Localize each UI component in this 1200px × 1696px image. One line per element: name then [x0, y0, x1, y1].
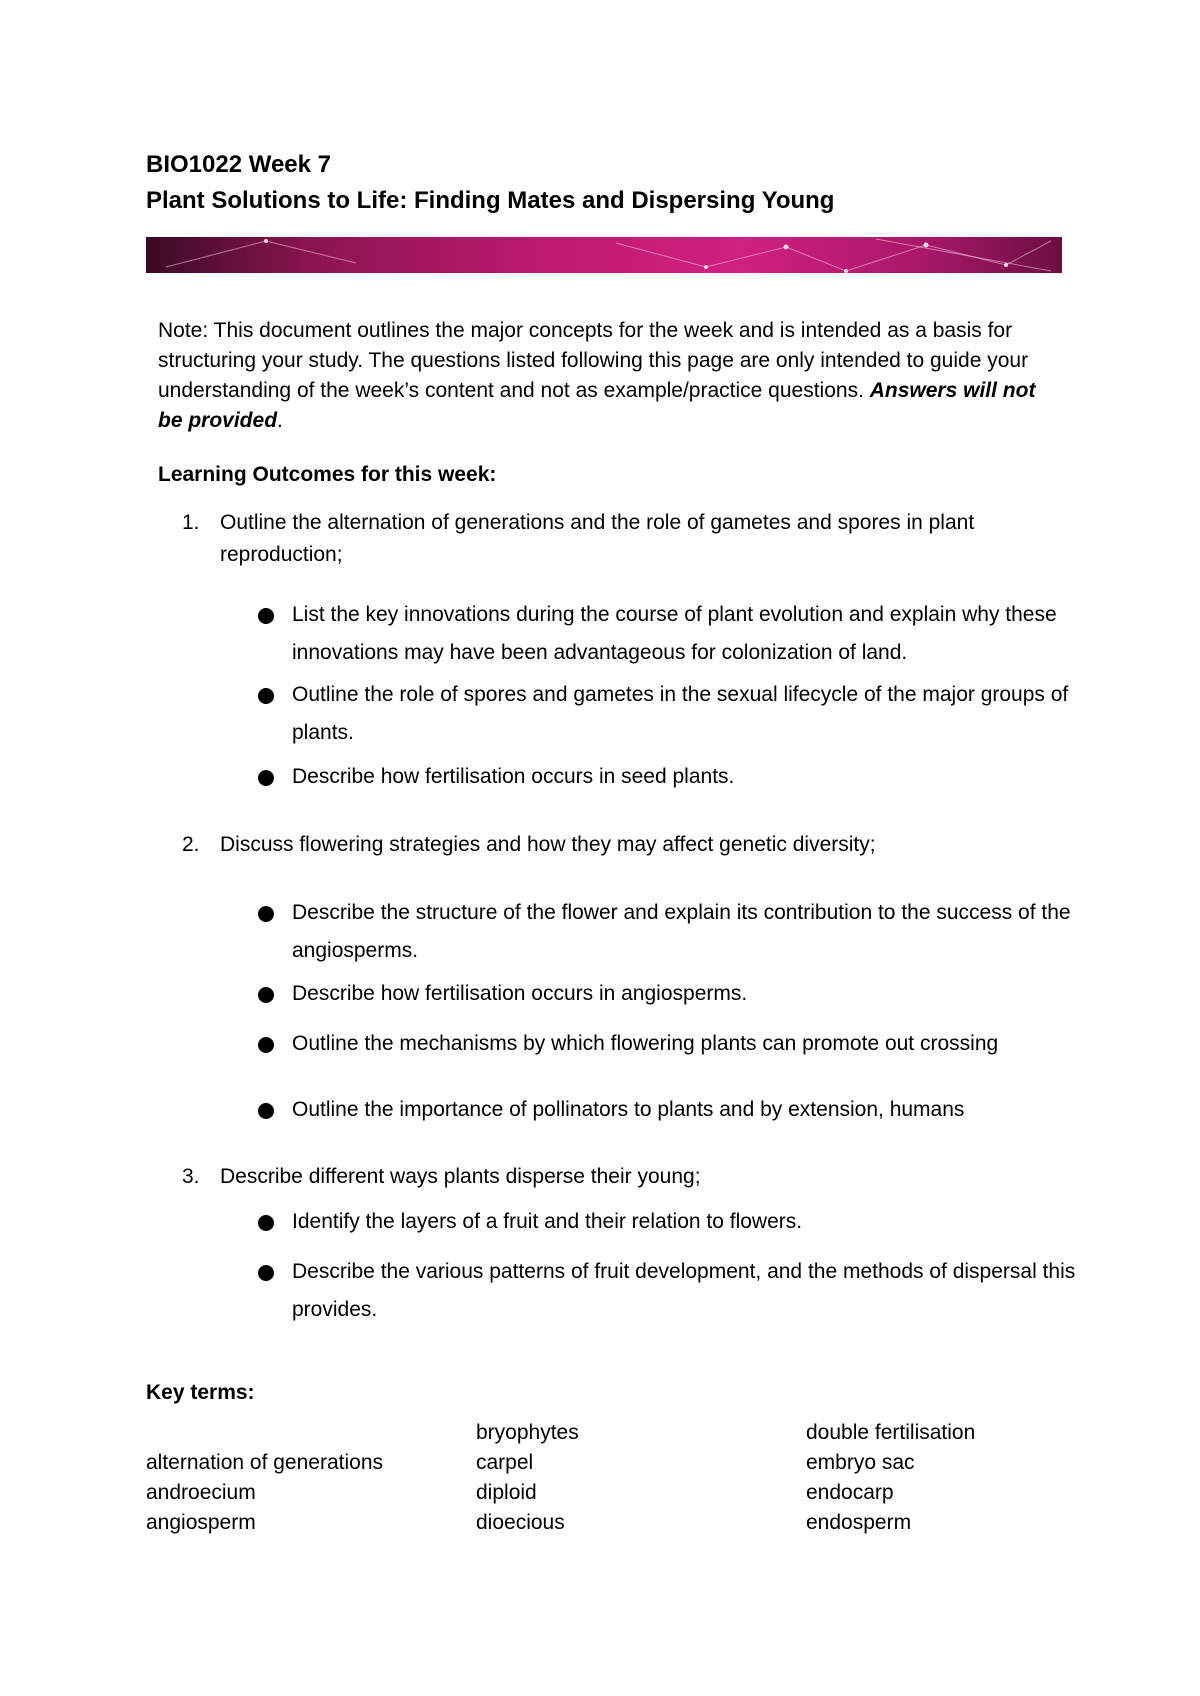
key-term: double fertilisation — [806, 1421, 976, 1444]
subitem-text: Identify the layers of a fruit and their relation to flowers. — [292, 1210, 803, 1233]
key-term: embryo sac — [806, 1451, 915, 1474]
key-term: androecium — [146, 1481, 256, 1504]
bullet-icon — [258, 608, 274, 624]
bullet-icon — [258, 1215, 274, 1231]
key-term: bryophytes — [476, 1421, 579, 1444]
subitem-text: Describe how fertilisation occurs in angiosperms. — [292, 982, 748, 1005]
key-terms-column — [146, 1418, 383, 1538]
outcome-number: 2. — [182, 833, 200, 856]
key-term: diploid — [476, 1481, 537, 1504]
outcome-text: Outline the alternation of generations and the role of gametes and spores in plant reproduction; — [220, 511, 975, 566]
subitem-text: Describe the various patterns of fruit development, and the methods of dispersal this provides. — [292, 1260, 1076, 1321]
bullet-icon — [258, 987, 274, 1003]
outcome-number: 1. — [182, 511, 200, 534]
subitem-text: Describe how fertilisation occurs in seed plants. — [292, 765, 735, 788]
note-text: Note: This document outlines the major concepts for the week and is intended as a basis for structuring your study. The questions listed following this page are only intended to guide your understanding of the week’s content and not as example/practice questions. — [158, 319, 1029, 402]
key-term: endocarp — [806, 1481, 894, 1504]
outcome-text: Discuss flowering strategies and how they may affect genetic diversity; — [220, 833, 876, 856]
key-term: alternation of generations — [146, 1451, 383, 1474]
topic-title: Plant Solutions to Life: Finding Mates and Dispersing Young — [146, 187, 835, 214]
subitem-text: List the key innovations during the course of plant evolution and explain why these innovations may have been advantageous for colonization of land. — [292, 603, 1057, 664]
key-term: dioecious — [476, 1511, 565, 1534]
decorative-banner — [146, 237, 1062, 273]
bullet-icon — [258, 1265, 274, 1281]
key-term — [146, 1418, 383, 1448]
key-terms-column — [806, 1418, 975, 1538]
subitem-text: Outline the role of spores and gametes in the sexual lifecycle of the major groups of plants. — [292, 683, 1069, 744]
study-note — [158, 316, 1058, 436]
key-terms-heading: Key terms: — [146, 1381, 255, 1404]
bullet-icon — [258, 1037, 274, 1053]
key-term: angiosperm — [146, 1511, 256, 1534]
subitem-text: Outline the mechanisms by which flowering plants can promote out crossing — [292, 1032, 999, 1055]
bullet-icon — [258, 688, 274, 704]
bullet-icon — [258, 906, 274, 922]
banner-network-pattern — [146, 237, 1062, 273]
outcome-text: Describe different ways plants disperse their young; — [220, 1165, 701, 1188]
bullet-icon — [258, 1103, 274, 1119]
bullet-icon — [258, 770, 274, 786]
subitem-text: Outline the importance of pollinators to plants and by extension, humans — [292, 1098, 965, 1121]
key-terms-column — [476, 1418, 579, 1538]
learning-outcomes-heading: Learning Outcomes for this week: — [158, 463, 497, 486]
course-title: BIO1022 Week 7 — [146, 151, 332, 178]
subitem-text: Describe the structure of the flower and explain its contribution to the success of the angiosperms. — [292, 901, 1071, 962]
key-term: endosperm — [806, 1511, 912, 1534]
note-emphasis: Answers will not be provided — [158, 379, 1036, 432]
key-term: carpel — [476, 1451, 534, 1474]
outcome-number: 3. — [182, 1165, 200, 1188]
note-end: . — [277, 409, 283, 432]
